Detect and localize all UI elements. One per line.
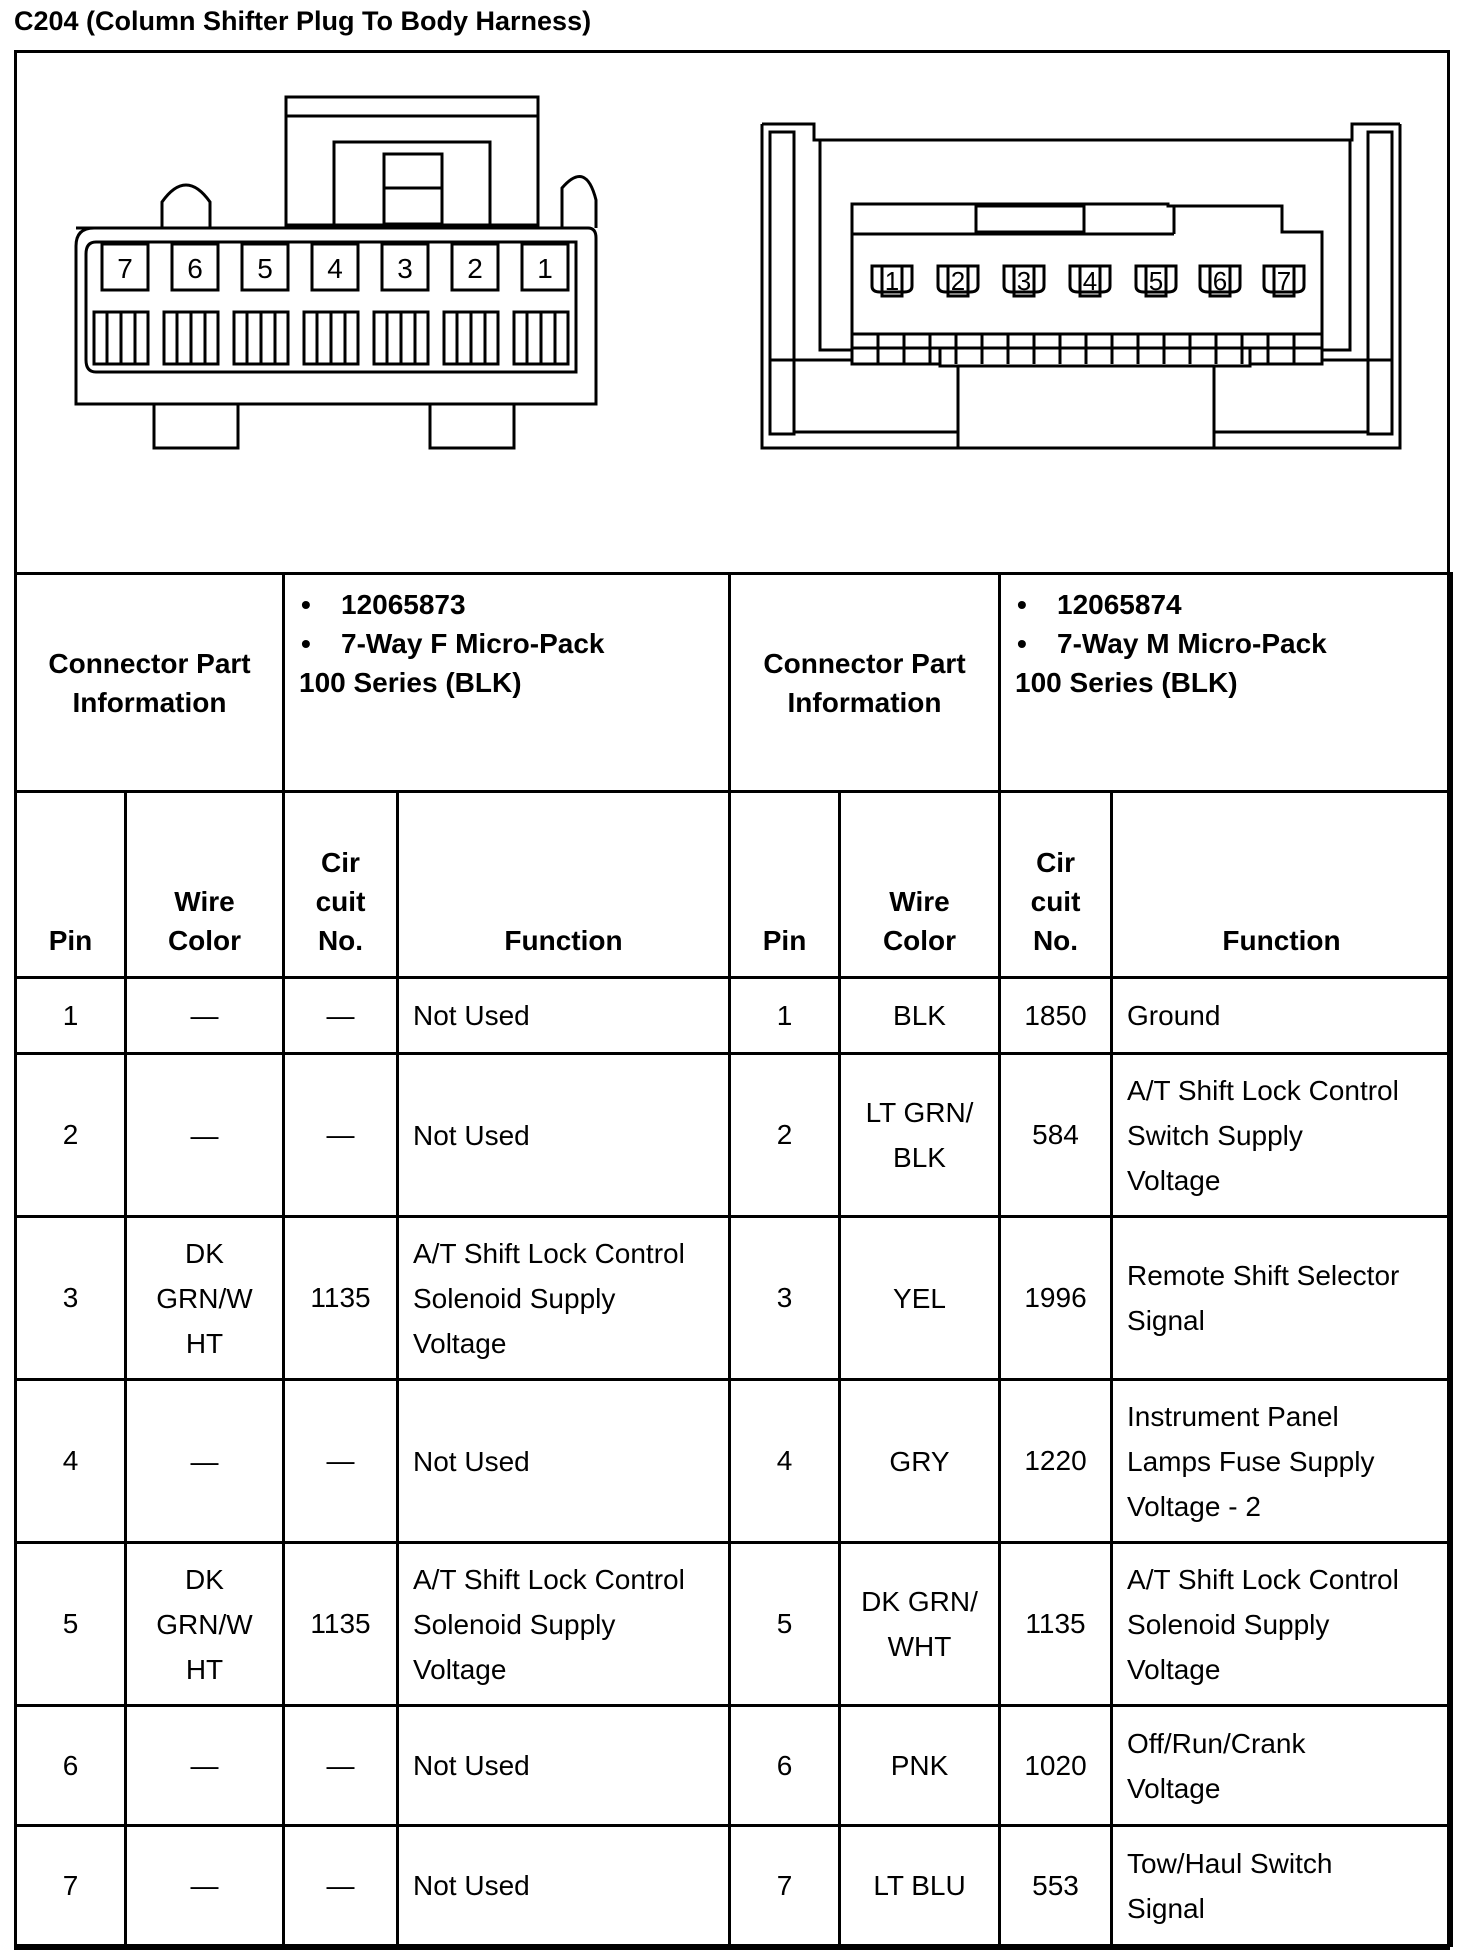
female-pin-label: 1 [537,253,553,284]
part-number-left: • 12065873 [299,585,714,624]
circuit-cell: — [284,1826,398,1946]
connector-series-left: 100 Series (BLK) [299,667,522,698]
pin-cell: 3 [730,1217,840,1380]
circuit-cell: 553 [1000,1826,1112,1946]
pinout-table [14,572,1453,1947]
pin-cell: 3 [16,1217,126,1380]
connector-diagrams [14,50,1450,574]
pin-cell: 5 [730,1543,840,1706]
male-pin-label: 3 [1016,266,1032,296]
female-pin-label: 5 [257,253,273,284]
female-pin-label: 2 [467,253,483,284]
circuit-cell: 1850 [1000,978,1112,1054]
circuit-cell: 1135 [284,1543,398,1706]
function-cell: Not Used [398,1706,730,1826]
function-cell: Instrument Panel Lamps Fuse Supply Voltage - 2 [1112,1380,1452,1543]
pin-cell: 6 [16,1706,126,1826]
wire-color-cell: PNK [840,1706,1000,1826]
wire-color-cell: — [126,1826,284,1946]
circuit-cell: — [284,1706,398,1826]
circuit-cell: 584 [1000,1054,1112,1217]
wire-color-cell: — [126,978,284,1054]
connector-series-right: 100 Series (BLK) [1015,667,1238,698]
male-pin-label: 2 [950,266,966,296]
circuit-cell: 1135 [1000,1543,1112,1706]
female-pin-latches [94,312,568,364]
table-row [16,1543,1452,1706]
function-cell: A/T Shift Lock Control Solenoid Supply Voltage [398,1543,730,1706]
table-row [16,978,1452,1054]
header-function: Function [398,792,730,978]
male-connector-drawing [762,124,1400,448]
male-pin-label: 7 [1276,266,1292,296]
female-pin-label: 6 [187,253,203,284]
header-circuit-no: Cir cuit No. [284,792,398,978]
circuit-cell: 1135 [284,1217,398,1380]
function-cell: Off/Run/Crank Voltage [1112,1706,1452,1826]
pin-cell: 6 [730,1706,840,1826]
pin-cell: 7 [16,1826,126,1946]
pin-cell: 1 [730,978,840,1054]
connector-info-right [1000,574,1452,792]
circuit-cell: — [284,1380,398,1543]
wire-color-cell: LT GRN/ BLK [840,1054,1000,1217]
function-cell: Remote Shift Selector Signal [1112,1217,1452,1380]
part-number-right: • 12065874 [1015,585,1436,624]
function-cell: Not Used [398,1826,730,1946]
pin-cell: 4 [730,1380,840,1543]
wire-color-cell: DK GRN/W HT [126,1217,284,1380]
pin-cell: 2 [16,1054,126,1217]
column-header-row [16,792,1452,978]
connector-description-left: • 7-Way F Micro-Pack [299,624,714,663]
circuit-cell: — [284,978,398,1054]
table-row [16,1826,1452,1946]
header-pin: Pin [16,792,126,978]
pin-cell: 1 [16,978,126,1054]
wire-color-cell: GRY [840,1380,1000,1543]
function-cell: Not Used [398,1380,730,1543]
table-row [16,1217,1452,1380]
wire-color-cell: DK GRN/W HT [126,1543,284,1706]
function-cell: A/T Shift Lock Control Solenoid Supply Voltage [398,1217,730,1380]
function-cell: A/T Shift Lock Control Switch Supply Voltage [1112,1054,1452,1217]
wire-color-cell: DK GRN/ WHT [840,1543,1000,1706]
wire-color-cell: LT BLU [840,1826,1000,1946]
pin-cell: 7 [730,1826,840,1946]
table-row [16,1380,1452,1543]
header-wire-color: Wire Color [126,792,284,978]
function-cell: Not Used [398,1054,730,1217]
wire-color-cell: BLK [840,978,1000,1054]
connector-info-label-left: Connector Part Information [16,574,284,792]
circuit-cell: 1220 [1000,1380,1112,1543]
connector-info-left [284,574,730,792]
function-cell: Not Used [398,978,730,1054]
circuit-cell: 1996 [1000,1217,1112,1380]
table-row [16,1706,1452,1826]
female-pin-label: 7 [117,253,133,284]
circuit-cell: — [284,1054,398,1217]
male-pin-label: 5 [1148,266,1164,296]
male-pin-label: 6 [1212,266,1228,296]
header-pin: Pin [730,792,840,978]
connector-description-right: • 7-Way M Micro-Pack [1015,624,1436,663]
header-circuit-no: Cir cuit No. [1000,792,1112,978]
table-row [16,1054,1452,1217]
female-pin-label: 4 [327,253,343,284]
connector-info-row [16,574,1452,792]
function-cell: Ground [1112,978,1452,1054]
connector-info-label-right: Connector Part Information [730,574,1000,792]
wire-color-cell: — [126,1380,284,1543]
male-pin-label: 4 [1082,266,1098,296]
male-pin-label: 1 [884,266,900,296]
function-cell: Tow/Haul Switch Signal [1112,1826,1452,1946]
header-function: Function [1112,792,1452,978]
pin-cell: 4 [16,1380,126,1543]
wire-color-cell: — [126,1706,284,1826]
circuit-cell: 1020 [1000,1706,1112,1826]
pin-cell: 2 [730,1054,840,1217]
female-pin-label: 3 [397,253,413,284]
pin-cell: 5 [16,1543,126,1706]
wire-color-cell: — [126,1054,284,1217]
header-wire-color: Wire Color [840,792,1000,978]
page-title: C204 (Column Shifter Plug To Body Harness) [14,6,592,36]
function-cell: A/T Shift Lock Control Solenoid Supply Voltage [1112,1543,1452,1706]
wire-color-cell: YEL [840,1217,1000,1380]
